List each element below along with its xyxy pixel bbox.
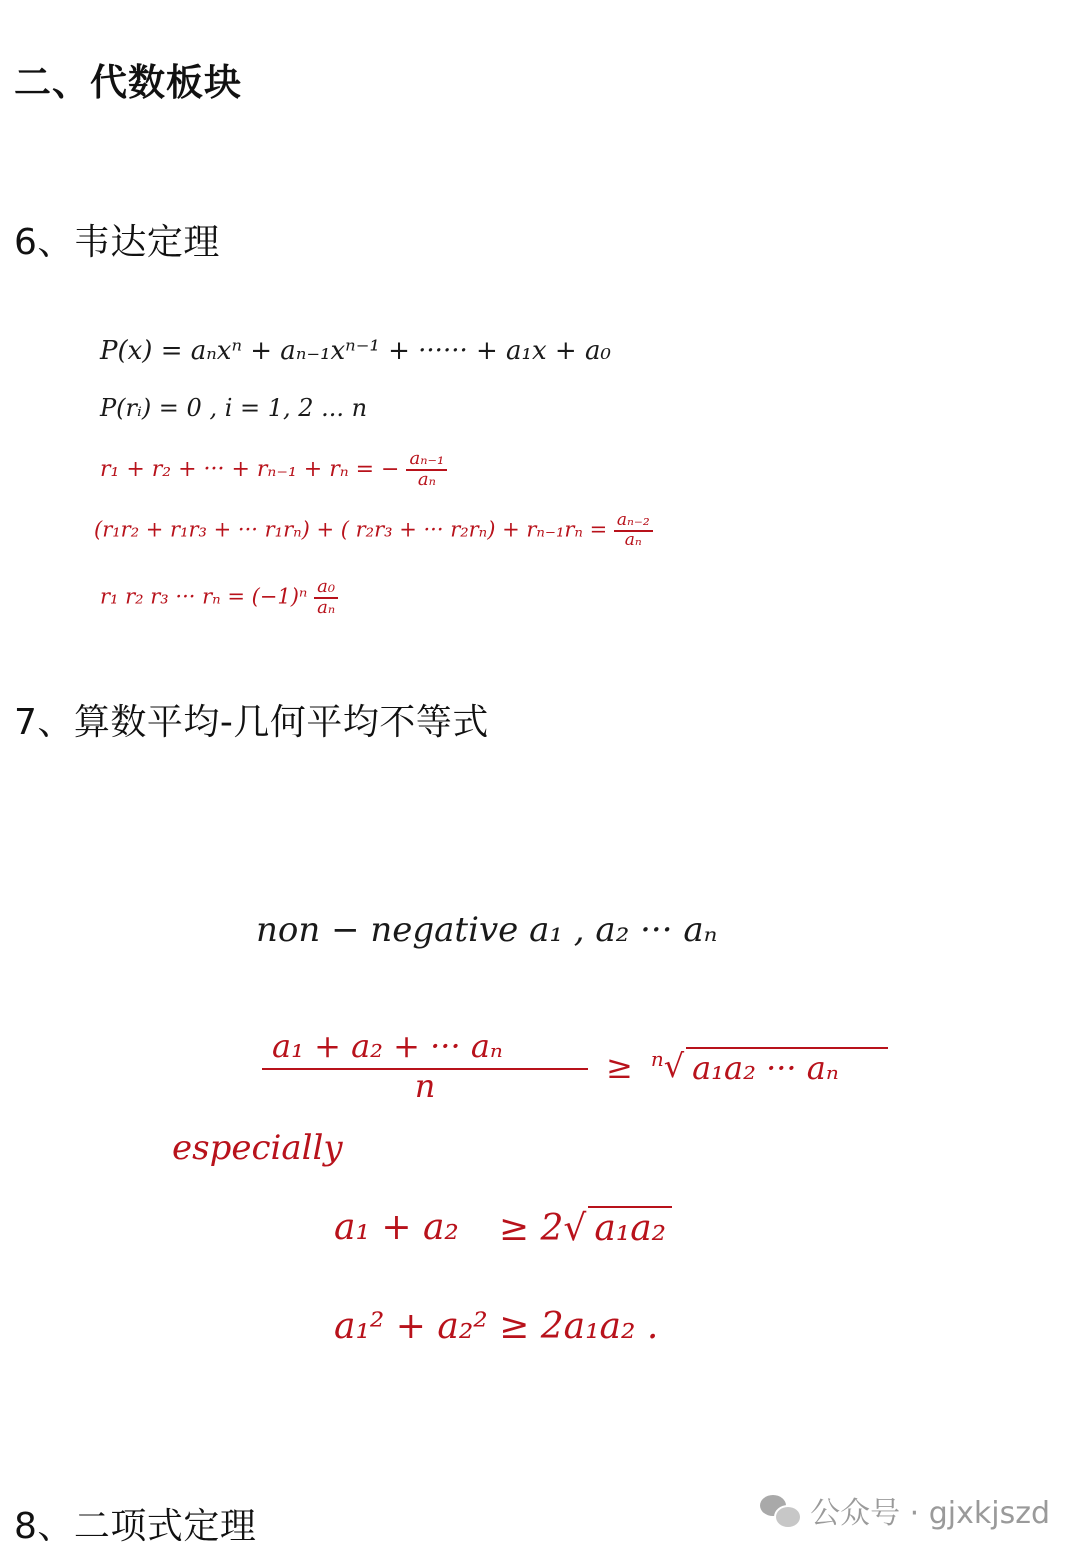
special-1-rhs: [499, 1206, 672, 1249]
especially-label: especially: [172, 1128, 343, 1168]
root-index: n: [650, 1046, 664, 1071]
vieta-line-5-lhs: r₁ r₂ r₃ ··· rₙ = (−1)ⁿ: [100, 584, 308, 609]
special-1-coef: ≥ 2: [498, 1208, 564, 1249]
section-title-amgm: 7、算数平均-几何平均不等式: [14, 702, 489, 743]
fraction-denominator: aₙ: [417, 468, 436, 490]
amgm-fraction: [262, 1027, 588, 1105]
vieta-line-4: [94, 512, 653, 550]
root-body: a₁a₂ ··· aₙ: [686, 1047, 888, 1087]
nth-root: [651, 1047, 888, 1087]
fraction-denominator: aₙ: [624, 529, 642, 550]
special-1-lhs: a₁ + a₂: [334, 1207, 459, 1248]
fraction-numerator: aₙ₋₁: [406, 450, 447, 471]
vieta-line-3-lhs: r₁ + r₂ + ··· + rₙ₋₁ + rₙ = −: [100, 456, 400, 482]
fraction-numerator: a₁ + a₂ + ··· aₙ: [262, 1030, 588, 1070]
radical-icon: √: [663, 1046, 685, 1085]
vieta-line-3-fraction: [406, 450, 447, 490]
amgm-main-inequality: [262, 1027, 888, 1105]
section-title-binomial: 8、二项式定理: [14, 1506, 257, 1547]
special-1-root: a₁a₂: [588, 1206, 672, 1249]
section-heading: 二、代数板块: [14, 61, 242, 104]
amgm-special-1: [334, 1206, 672, 1249]
vieta-line-4-lhs: (r₁r₂ + r₁r₃ + ··· r₁rₙ) + ( r₂r₃ + ··· r₂rₙ) + rₙ₋₁rₙ =: [94, 517, 608, 542]
amgm-nonnegative: non − negative a₁ , a₂ ··· aₙ: [256, 910, 718, 950]
greater-equal-sign: ≥: [606, 1047, 633, 1086]
vieta-line-4-fraction: [614, 512, 653, 550]
fraction-denominator: aₙ: [317, 596, 336, 618]
section-title-vieta: 6、韦达定理: [14, 222, 220, 263]
fraction-numerator: aₙ₋₂: [614, 512, 653, 532]
vieta-line-5-fraction: [314, 578, 338, 618]
radical-icon: √: [563, 1208, 587, 1249]
wechat-icon: [760, 1493, 800, 1527]
watermark: [760, 1488, 1050, 1532]
fraction-numerator: a₀: [314, 578, 338, 599]
vieta-line-2: P(rᵢ) = 0 , i = 1, 2 ... n: [100, 394, 368, 422]
watermark-text: 公众号 · gjxkjszd: [810, 1496, 1050, 1531]
fraction-denominator: n: [414, 1066, 436, 1105]
vieta-line-3: [100, 450, 447, 490]
vieta-line-1: P(x) = aₙxⁿ + aₙ₋₁xⁿ⁻¹ + ······ + a₁x + a₀: [100, 336, 611, 366]
vieta-line-5: [100, 578, 338, 618]
amgm-special-2: a₁² + a₂² ≥ 2a₁a₂ .: [334, 1306, 659, 1347]
